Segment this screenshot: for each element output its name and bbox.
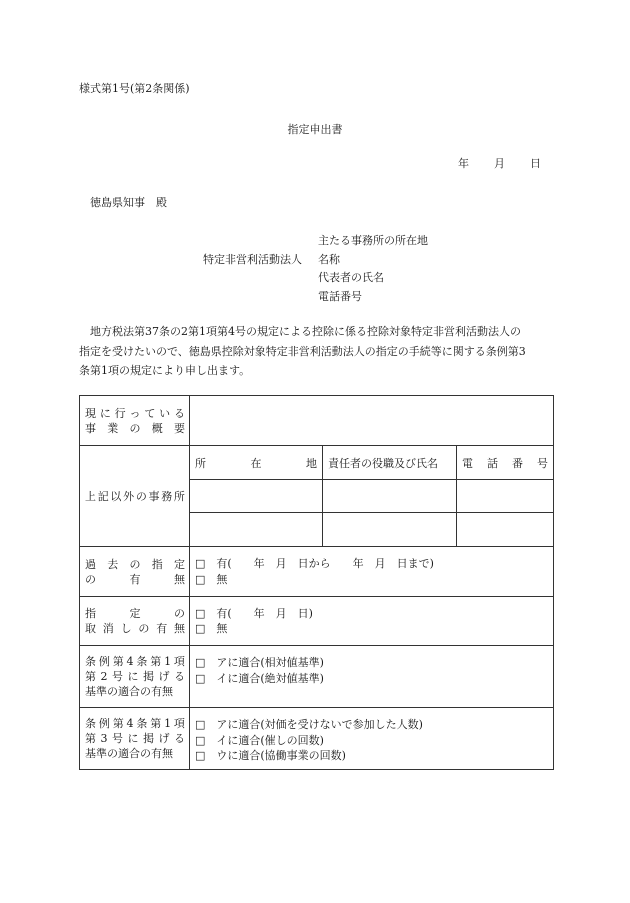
label-char: て xyxy=(144,406,156,420)
label-char: の xyxy=(85,572,96,586)
overview-label-line2 xyxy=(85,421,185,436)
label-char: 要 xyxy=(174,421,185,435)
office-manager-input[interactable] xyxy=(323,480,457,513)
table-row-office-header xyxy=(80,446,554,480)
label-char: し xyxy=(120,622,132,635)
label-char: 番 xyxy=(512,456,523,470)
art4-item3-option-a[interactable]: □ アに適合(対価を受けないで参加した人数) xyxy=(195,718,423,731)
label-char: 上 xyxy=(85,489,96,503)
label-char: 無 xyxy=(174,572,185,586)
label-char: 第 xyxy=(85,732,96,745)
application-table xyxy=(79,395,554,770)
label-char: 現 xyxy=(85,406,96,420)
office-header-location xyxy=(190,446,323,480)
label-char: 外 xyxy=(123,489,135,503)
past-designation-options xyxy=(190,547,554,597)
label-char: 定 xyxy=(174,557,185,571)
applicant-fields xyxy=(318,232,428,306)
overview-input[interactable] xyxy=(190,396,554,446)
art4-item2-option-a[interactable]: □ アに適合(相対値基準) xyxy=(195,656,324,669)
label-char: の xyxy=(174,607,185,620)
label-char: 第 xyxy=(150,655,162,668)
body-line: 地方税法第37条の2第1項第4号の規定による控除に係る控除対象特定非営利活動法人の xyxy=(79,325,521,338)
label-char: 定 xyxy=(129,607,141,620)
document-title: 指定申出書 xyxy=(287,123,343,136)
applicant-field-name: 名称 xyxy=(318,252,340,266)
label-char: 項 xyxy=(173,717,185,730)
label-char: の xyxy=(135,489,147,503)
table-row-art4-item3 xyxy=(80,708,554,770)
label-char: に xyxy=(127,732,139,745)
applicant-field-address: 主たる事務所の所在地 xyxy=(318,234,428,247)
office-header-phone xyxy=(457,446,554,480)
art4-item3-label xyxy=(80,708,190,770)
overview-label xyxy=(80,396,190,446)
table-row-past-designation xyxy=(80,547,554,597)
label-char: 電 xyxy=(462,456,473,470)
label-char: に xyxy=(127,670,139,683)
revocation-label-line1 xyxy=(85,606,185,621)
revocation-label-line2 xyxy=(85,621,185,636)
label-char: 条 xyxy=(85,717,96,730)
label-char: 地 xyxy=(306,456,317,470)
label-char: 在 xyxy=(250,456,262,470)
label-char: 掲 xyxy=(143,670,154,683)
label-char: 3 xyxy=(100,732,108,745)
office-location-input[interactable] xyxy=(190,480,323,513)
office-manager-input[interactable] xyxy=(323,513,457,547)
table-row-overview xyxy=(80,396,554,446)
revocation-options xyxy=(190,597,554,646)
overview-label-line1 xyxy=(85,406,185,421)
label-char: い xyxy=(159,406,171,420)
art4-item3-label-line3: 基準の適合の有無 xyxy=(85,747,173,760)
table-row-revocation xyxy=(80,597,554,646)
label-char: 事 xyxy=(148,489,160,503)
label-char: る xyxy=(174,732,185,745)
applicant-label: 特定非営利活動法人 xyxy=(203,253,302,266)
art4-item3-label-line2 xyxy=(85,731,185,746)
label-char: 4 xyxy=(126,717,134,730)
label-char: っ xyxy=(129,406,141,420)
label-char: 条 xyxy=(85,655,96,668)
art4-item2-options xyxy=(190,646,554,708)
label-char: 条 xyxy=(136,655,148,668)
label-char: 去 xyxy=(107,557,119,571)
past-designation-label-line2 xyxy=(85,572,185,587)
body-text xyxy=(79,322,553,381)
art4-item2-label-line3: 基準の適合の有無 xyxy=(85,685,173,698)
label-char: 有 xyxy=(156,622,168,635)
label-char: 例 xyxy=(98,655,110,668)
label-char: げ xyxy=(158,732,170,745)
label-char: 概 xyxy=(151,421,163,435)
art4-item2-option-b[interactable]: □ イに適合(絶対値基準) xyxy=(195,671,324,685)
past-designation-option-no[interactable]: □ 無 xyxy=(195,572,228,586)
revocation-option-no[interactable]: □ 無 xyxy=(195,622,228,635)
art4-item2-label xyxy=(80,646,190,708)
label-char: 取 xyxy=(85,622,96,635)
label-char: 有 xyxy=(129,572,141,586)
applicant-field-representative: 代表者の氏名 xyxy=(318,271,384,284)
office-header-phone-text xyxy=(462,455,548,471)
label-char: 2 xyxy=(100,670,108,683)
applicant-field-phone: 電話番号 xyxy=(318,289,362,303)
art4-item2-label-line1 xyxy=(85,654,185,669)
label-char: 業 xyxy=(107,421,119,435)
past-designation-option-yes[interactable]: □ 有( 年 月 日から 年 月 日まで) xyxy=(195,557,434,570)
revocation-label xyxy=(80,597,190,646)
label-char: げ xyxy=(158,670,170,683)
label-char: の xyxy=(129,557,141,571)
addressee: 徳島県知事 殿 xyxy=(90,196,167,209)
label-char: 無 xyxy=(173,622,185,635)
label-char: 消 xyxy=(102,622,114,635)
date-month: 月 xyxy=(494,157,505,170)
date-day: 日 xyxy=(530,157,541,170)
label-char: 務 xyxy=(161,489,173,503)
label-char: 所 xyxy=(195,456,206,470)
label-char: 1 xyxy=(164,655,172,668)
label-char: 指 xyxy=(151,557,163,571)
label-char: 号 xyxy=(112,732,123,745)
label-char: 号 xyxy=(537,456,548,470)
label-char: に xyxy=(99,406,111,420)
label-char: 掲 xyxy=(143,732,154,745)
date-line xyxy=(458,155,541,171)
label-char: 第 xyxy=(112,655,124,668)
other-office-label xyxy=(80,446,190,547)
label-char: の xyxy=(138,622,150,635)
label-char: 過 xyxy=(85,557,96,571)
art4-item3-option-c[interactable]: □ ウに適合(協働事業の回数) xyxy=(195,749,346,762)
office-phone-input[interactable] xyxy=(457,513,554,547)
office-header-location-text xyxy=(195,455,317,471)
label-char: 話 xyxy=(487,456,498,470)
label-char: 事 xyxy=(85,421,96,435)
label-char: 行 xyxy=(114,406,126,420)
art4-item3-options xyxy=(190,708,554,770)
art4-item3-label-line1 xyxy=(85,716,185,731)
label-char: 所 xyxy=(173,489,185,503)
label-char: 4 xyxy=(126,655,134,668)
label-char: 号 xyxy=(112,670,123,683)
office-phone-input[interactable] xyxy=(457,480,554,513)
label-char: る xyxy=(173,406,185,420)
other-office-label-text xyxy=(85,489,185,504)
past-designation-label xyxy=(80,547,190,597)
body-line: 指定を受けたいので、徳島県控除対象特定非営利活動法人の指定の手続等に関する条例第3 xyxy=(79,344,526,358)
office-header-manager xyxy=(323,446,457,480)
label-char: 第 xyxy=(112,717,124,730)
label-char: 1 xyxy=(164,717,172,730)
label-char: 第 xyxy=(150,717,162,730)
label-char: 記 xyxy=(97,489,109,503)
table-row-art4-item2 xyxy=(80,646,554,708)
art4-item2-label-line2 xyxy=(85,669,185,684)
label-char: 条 xyxy=(136,717,148,730)
form-number: 様式第1号(第2条関係) xyxy=(79,82,190,95)
office-location-input[interactable] xyxy=(190,513,323,547)
body-line: 条第1項の規定により申し出ます。 xyxy=(79,364,251,377)
office-header-manager-text: 責任者の役職及び氏名 xyxy=(328,456,438,470)
label-char: 指 xyxy=(85,607,96,620)
label-char: る xyxy=(174,670,185,683)
revocation-option-yes[interactable]: □ 有( 年 月 日) xyxy=(195,606,313,620)
label-char: 例 xyxy=(98,717,110,730)
past-designation-label-line1 xyxy=(85,557,185,572)
art4-item3-option-b[interactable]: □ イに適合(催しの回数) xyxy=(195,733,324,747)
label-char: 第 xyxy=(85,670,96,683)
label-char: の xyxy=(129,421,141,435)
label-char: 項 xyxy=(173,655,185,668)
label-char: 以 xyxy=(110,489,122,503)
date-year: 年 xyxy=(458,157,469,170)
